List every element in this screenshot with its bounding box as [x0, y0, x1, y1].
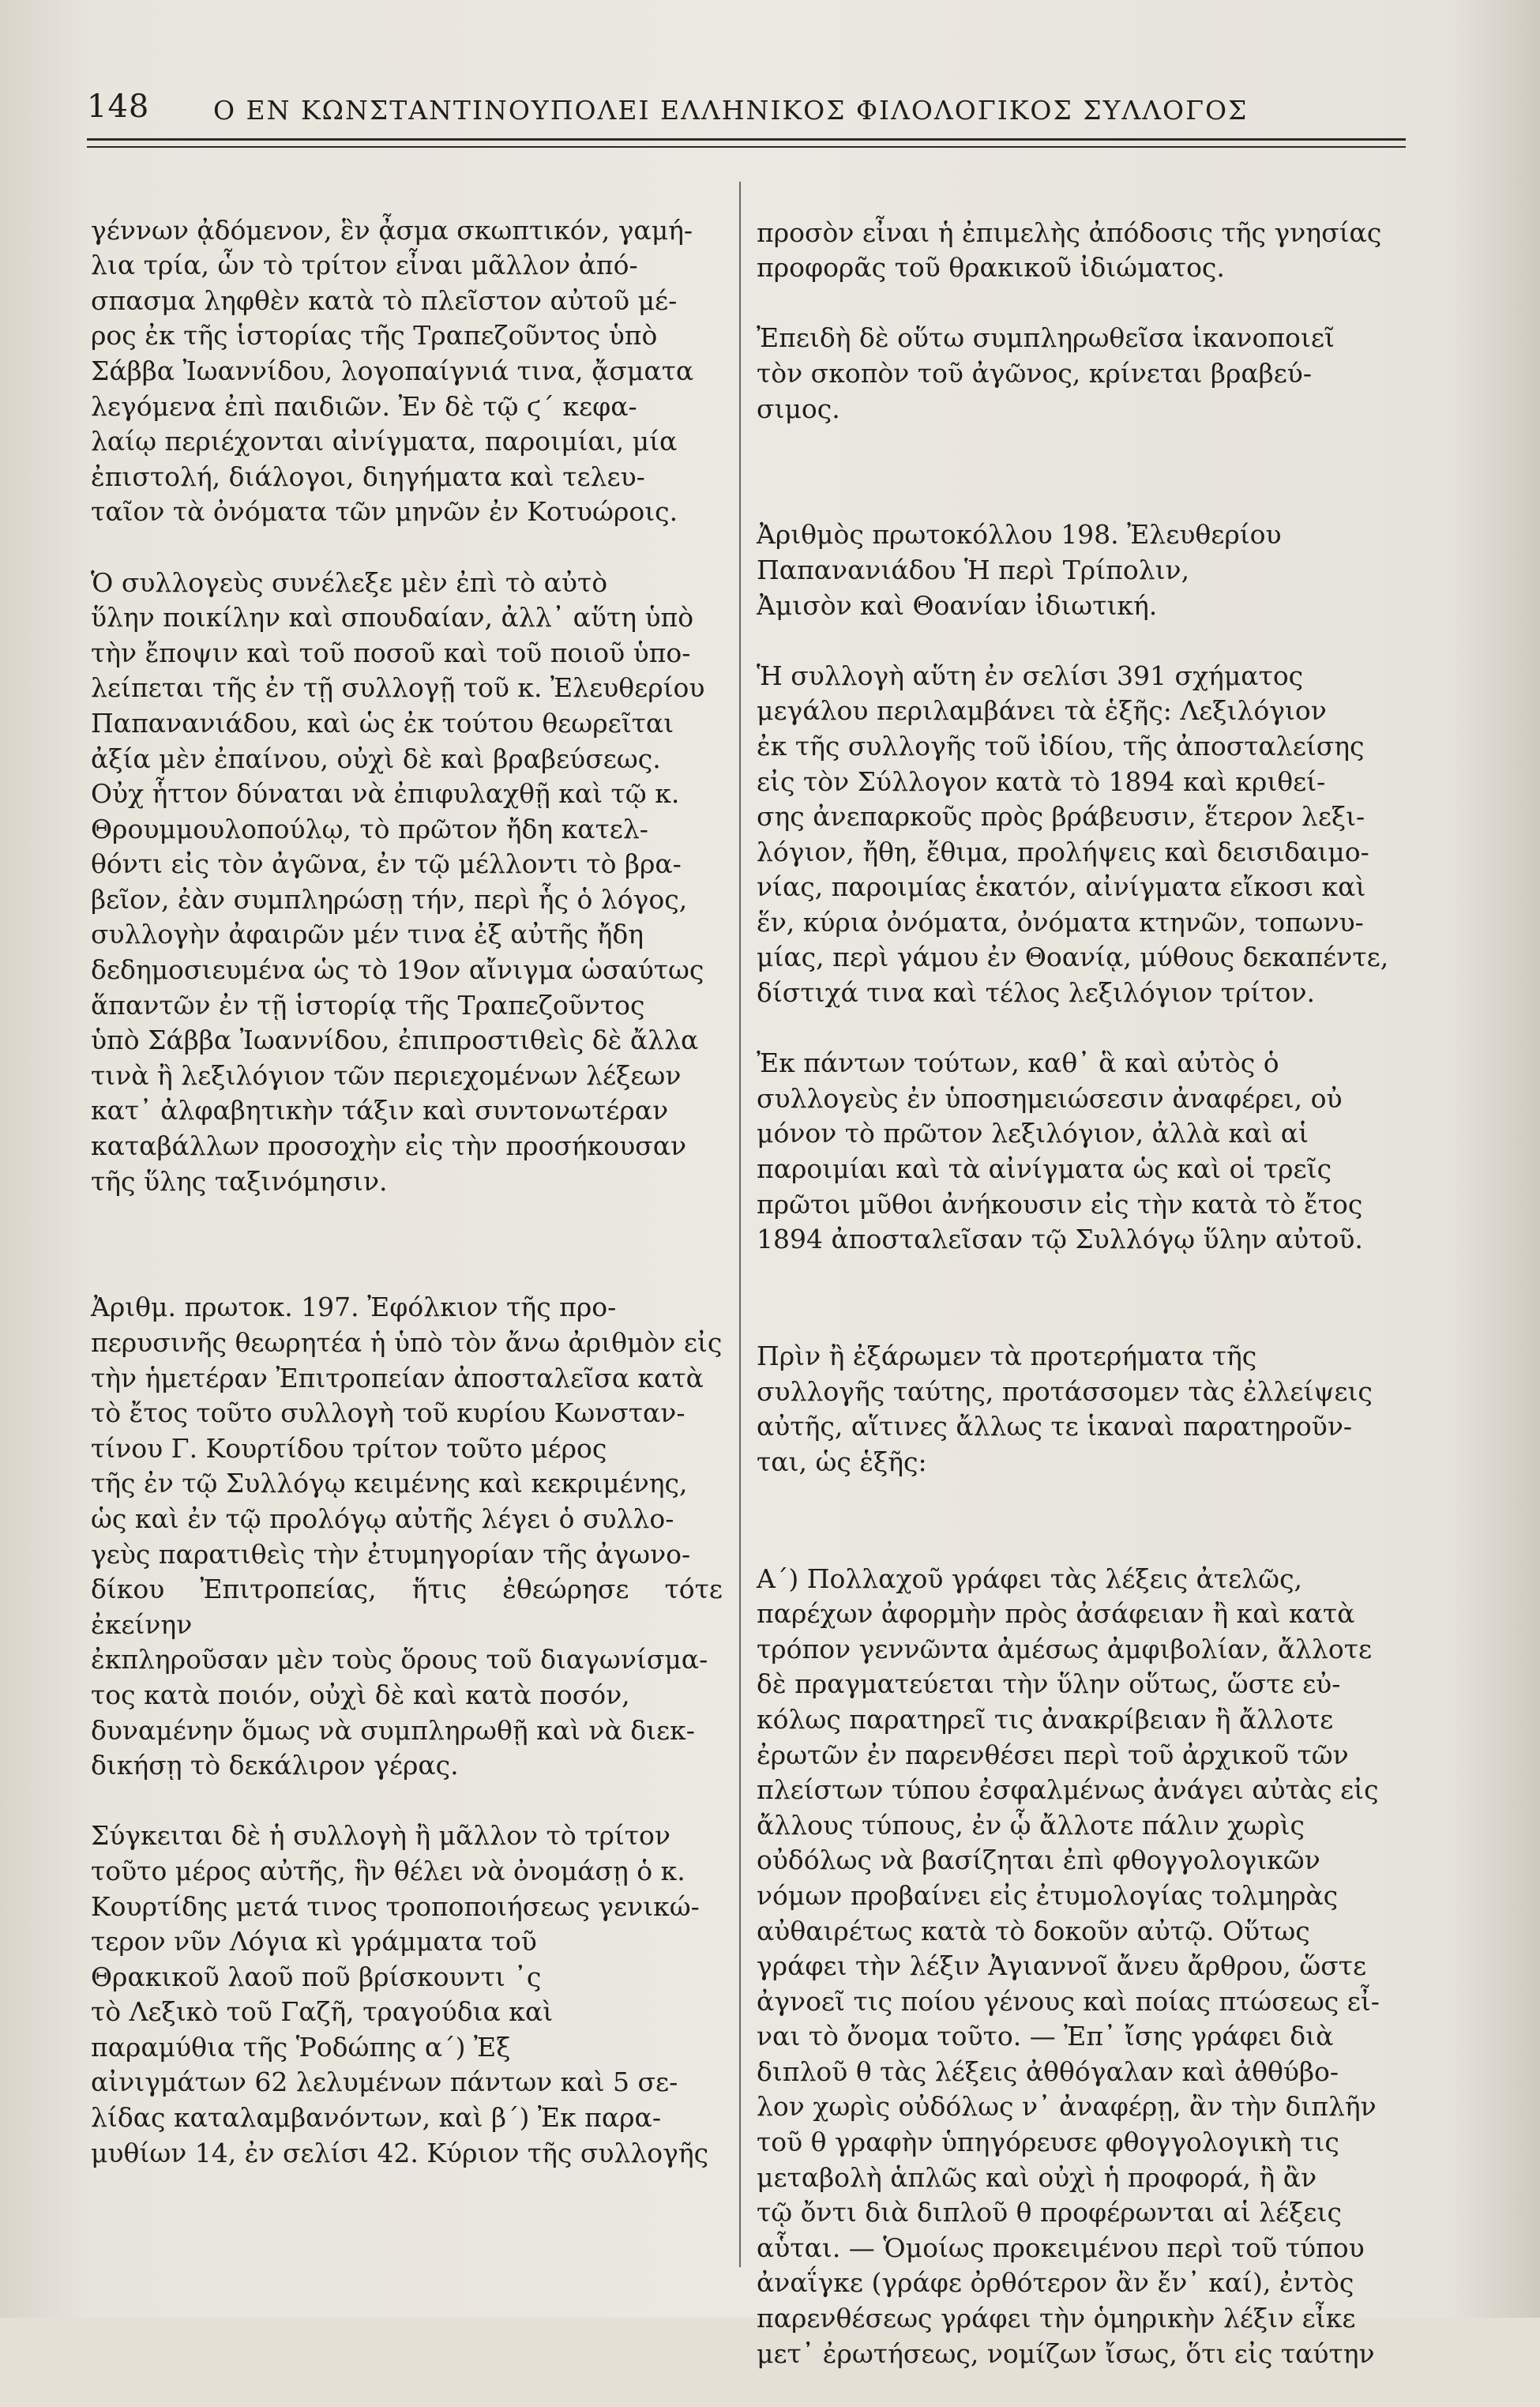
running-title: Ο ΕΝ ΚΩΝΣΤΑΝΤΙΝΟΥΠΟΛΕΙ ΕΛΛΗΝΙΚΟΣ ΦΙΛΟΛΟΓΙΚΟΣ ΣΥΛΛΟΓΟΣ: [213, 95, 1249, 126]
column-divider: [739, 182, 741, 2267]
left-column: [91, 178, 723, 2206]
right-paragraph-4: Ἡ συλλογὴ αὕτη ἐν σελίσι 391 σχήματος μεγάλου περιλαμβάνει τὰ ἑξῆς: Λεξιλόγιον ἐκ τῆς συλλογῆς τοῦ ἰδίου, τῆς ἀποσταλείσης εἰς τὸν Σύλλογον κατὰ τὸ 1894 καὶ κριθεί- σης ἀνεπαρκοῦς πρὸς βράβευσιν, ἕτερον λεξι- λόγιον, ἤθη, ἔθιμα, προλήψεις καὶ δεισιδαιμο- νίας, παροιμίας ἑκατόν, αἰνίγματα εἴκοσι καὶ ἕν, κύρια ὀνόματα, ὀνόματα κτηνῶν, τοπωνυ- μίας, περὶ γάμου ἐν Θοανίᾳ, μύθους δεκαπέντε, δίστιχά τινα καὶ τέλος λεξιλόγιον τρίτον.: [757, 660, 1389, 1009]
left-paragraph-1: γέννων ᾀδόμενον, ἓν ᾆσμα σκωπτικόν, γαμή- λια τρία, ὧν τὸ τρίτον εἶναι μᾶλλον ἀπό- σπασμα ληφθὲν κατὰ τὸ πλεῖστον αὐτοῦ μέ- ρος ἐκ τῆς ἱστορίας τῆς Τραπεζοῦντος ὑπὸ Σάββα Ἰωαννίδου, λογοπαίγνιά τινα, ᾄσματα λεγόμενα ἐπὶ παιδιῶν. Ἐν δὲ τῷ ϛ΄ κεφα- λαίῳ περιέχονται αἰνίγματα, παροιμίαι, μία ἐπιστολή, διάλογοι, διηγήματα καὶ τελευ- ταῖον τὰ ὀνόματα τῶν μηνῶν ἐν Κοτυώροις.: [91, 214, 694, 528]
right-paragraph-1: προσὸν εἶναι ἡ ἐπιμελὴς ἀπόδοσις τῆς γνησίας προφορᾶς τοῦ θρακικοῦ ἰδιώματος.: [757, 216, 1382, 284]
left-paragraph-2: Ὁ συλλογεὺς συνέλεξε μὲν ἐπὶ τὸ αὐτὸ ὕλην ποικίλην καὶ σπουδαίαν, ἀλλ᾽ αὕτη ὑπὸ τὴν ἔποψιν καὶ τοῦ ποσοῦ καὶ τοῦ ποιοῦ ὑπο- λείπεται τῆς ἐν τῇ συλλογῇ τοῦ κ. Ἐλευθερίου Παπανανιάδου, καὶ ὡς ἐκ τούτου θεωρεῖται ἀξία μὲν ἐπαίνου, οὐχὶ δὲ καὶ βραβεύσεως. Οὐχ ἧττον δύναται νὰ ἐπιφυλαχθῇ καὶ τῷ κ. Θρουμμουλοπούλῳ, τὸ πρῶτον ἤδη κατελ- θόντι εἰς τὸν ἀγῶνα, ἐν τῷ μέλλοντι τὸ βρα- βεῖον, ἐὰν συμπληρώσῃ τήν, περὶ ἧς ὁ λόγος, συλλογὴν ἀφαιρῶν μέν τινα ἐξ αὐτῆς ἤδη δεδημοσιευμένα ὡς τὸ 19ον αἴνιγμα ὡσαύτως ἅπαντῶν ἐν τῇ ἱστορίᾳ τῆς Τραπεζοῦντος ὑπὸ Σάββα Ἰωαννίδου, ἐπιπροστιθεὶς δὲ ἄλλα τινὰ ἢ λεξιλόγιον τῶν περιεχομένων λέξεων κατ᾽ ἀλφαβητικὴν τάξιν καὶ συντονωτέραν καταβάλλων προσοχὴν εἰς τὴν προσήκουσαν τῆς ὕλης ταξινόμησιν.: [91, 566, 705, 1197]
left-paragraph-3: Ἀριθμ. πρωτοκ. 197. Ἐφόλκιον τῆς προ- περυσινῆς θεωρητέα ἡ ὑπὸ τὸν ἄνω ἀριθμὸν εἰς τὴν ἡμετέραν Ἐπιτροπείαν ἀποσταλεῖσα κατὰ τὸ ἔτος τοῦτο συλλογὴ τοῦ κυρίου Κωνσταν- τίνου Γ. Κουρτίδου τρίτον τοῦτο μέρος τῆς ἐν τῷ Συλλόγῳ κειμένης καὶ κεκριμένης, ὡς καὶ ἐν τῷ προλόγῳ αὐτῆς λέγει ὁ συλλο- γεὺς παρατιθεὶς τὴν ἐτυμηγορίαν τῆς ἀγωνο- δίκου Ἐπιτροπείας, ἥτις ἐθεώρησε τότε ἐκείνην ἐκπληροῦσαν μὲν τοὺς ὅρους τοῦ διαγωνίσμα- τος κατὰ ποιόν, οὐχὶ δὲ καὶ κατὰ ποσόν, δυναμένην ὅμως νὰ συμπληρωθῇ καὶ νὰ διεκ- δικήσῃ τὸ δεκάλιρον γέρας.: [91, 1292, 723, 1781]
right-entry-heading: Ἀριθμὸς πρωτοκόλλου 198. Ἐλευθερίου Παπανανιάδου Ἡ περὶ Τρίπολιν, Ἀμισὸν καὶ Θοανίαν ἰδιωτική.: [757, 519, 1282, 621]
right-paragraph-2: Ἐπειδὴ δὲ οὕτω συμπληρωθεῖσα ἱκανοποιεῖ τὸν σκοπὸν τοῦ ἀγῶνος, κρίνεται βραβεύ- σιμος.: [757, 322, 1335, 424]
page-header: [87, 88, 1406, 136]
right-column: [757, 180, 1406, 2407]
header-rule-bottom: [87, 146, 1406, 148]
right-paragraph-7: Α΄) Πολλαχοῦ γράφει τὰς λέξεις ἀτελῶς, παρέχων ἀφορμὴν πρὸς ἀσάφειαν ἢ καὶ κατὰ τρόπον γεννῶντα ἀμέσως ἀμφιβολίαν, ἄλλοτε δὲ πραγματεύεται τὴν ὕλην οὕτως, ὥστε εὐ- κόλως παρατηρεῖ τις ἀνακρίβειαν ἢ ἄλλοτε ἐρωτῶν ἐν παρενθέσει περὶ τοῦ ἀρχικοῦ τῶν πλείστων τύπου ἐσφαλμένως ἀνάγει αὐτὰς εἰς ἄλλους τύπους, ἐν ᾧ ἄλλοτε πάλιν χωρὶς οὐδόλως νὰ βασίζηται ἐπὶ φθογγολογικῶν νόμων προβαίνει εἰς ἐτυμολογίας τολμηρὰς αὐθαιρέτως κατὰ τὸ δοκοῦν αὐτῷ. Οὕτως γράφει τὴν λέξιν Ἀγιαννοῖ ἄνευ ἄρθρου, ὥστε ἀγνοεῖ τις ποίου γένους καὶ ποίας πτώσεως εἶ- ναι τὸ ὄνομα τοῦτο. — Ἐπ᾽ ἴσης γράφει διὰ διπλοῦ θ τὰς λέξεις ἀθθόγαλαν καὶ ἀθθύβο- λον χωρὶς οὐδόλως ν᾽ ἀναφέρῃ, ἂν τὴν διπλῆν τοῦ θ γραφὴν ὑπηγόρευσε φθογγολογικὴ τις μεταβολὴ ἁπλῶς καὶ οὐχὶ ἡ προφορά, ἢ ἂν τῷ ὄντι διὰ διπλοῦ θ προφέρωνται αἱ λέξεις αὗται. — Ὁμοίως προκειμένου περὶ τοῦ τύπου ἀναΐγκε (γράφε ὀρθότερον ἂν ἔν᾽ καί), ἐντὸς παρενθέσεως γράφει τὴν ὁμηρικὴν λέξιν εἶκε μετ᾽ ἐρωτήσεως, νομίζων ἴσως, ὅτι εἰς ταύτην: [757, 1563, 1380, 2369]
right-paragraph-6: Πρὶν ἢ ἐξάρωμεν τὰ προτερήματα τῆς συλλογῆς ταύτης, προτάσσομεν τὰς ἐλλείψεις αὐτῆς, αἵτινες ἄλλως τε ἱκαναὶ παρατηροῦν- ται, ὡς ἑξῆς:: [757, 1341, 1373, 1477]
page-number: 148: [87, 88, 150, 125]
left-paragraph-4: Σύγκειται δὲ ἡ συλλογὴ ἢ μᾶλλον τὸ τρίτον τοῦτο μέρος αὐτῆς, ἣν θέλει νὰ ὀνομάσῃ ὁ κ. Κουρτίδης μετά τινος τροποποιήσεως γενικώ- τερον νῦν Λόγια κὶ γράμματα τοῦ Θρακικοῦ λαοῦ ποῦ βρίσκουντι ᾽ς τὸ Λεξικὸ τοῦ Γαζῆ, τραγούδια καὶ παραμύθια τῆς Ῥοδώπης α΄) Ἐξ αἰνιγμάτων 62 λελυμένων πάντων καὶ 5 σε- λίδας καταλαμβανόντων, καὶ β΄) Ἐκ παρα- μυθίων 14, ἐν σελίσι 42. Κύριον τῆς συλλογῆς: [91, 1820, 709, 2168]
header-rule-top: [87, 138, 1406, 141]
right-paragraph-5: Ἐκ πάντων τούτων, καθ᾽ ἃ καὶ αὐτὸς ὁ συλλογεὺς ἐν ὑποσημειώσεσιν ἀναφέρει, οὐ μόνον τὸ πρῶτον λεξιλόγιον, ἀλλὰ καὶ αἱ παροιμίαι καὶ τὰ αἰνίγματα ὡς καὶ οἱ τρεῖς πρῶτοι μῦθοι ἀνήκουσιν εἰς τὴν κατὰ τὸ ἔτος 1894 ἀποσταλεῖσαν τῷ Συλλόγῳ ὕλην αὐτοῦ.: [757, 1047, 1363, 1255]
